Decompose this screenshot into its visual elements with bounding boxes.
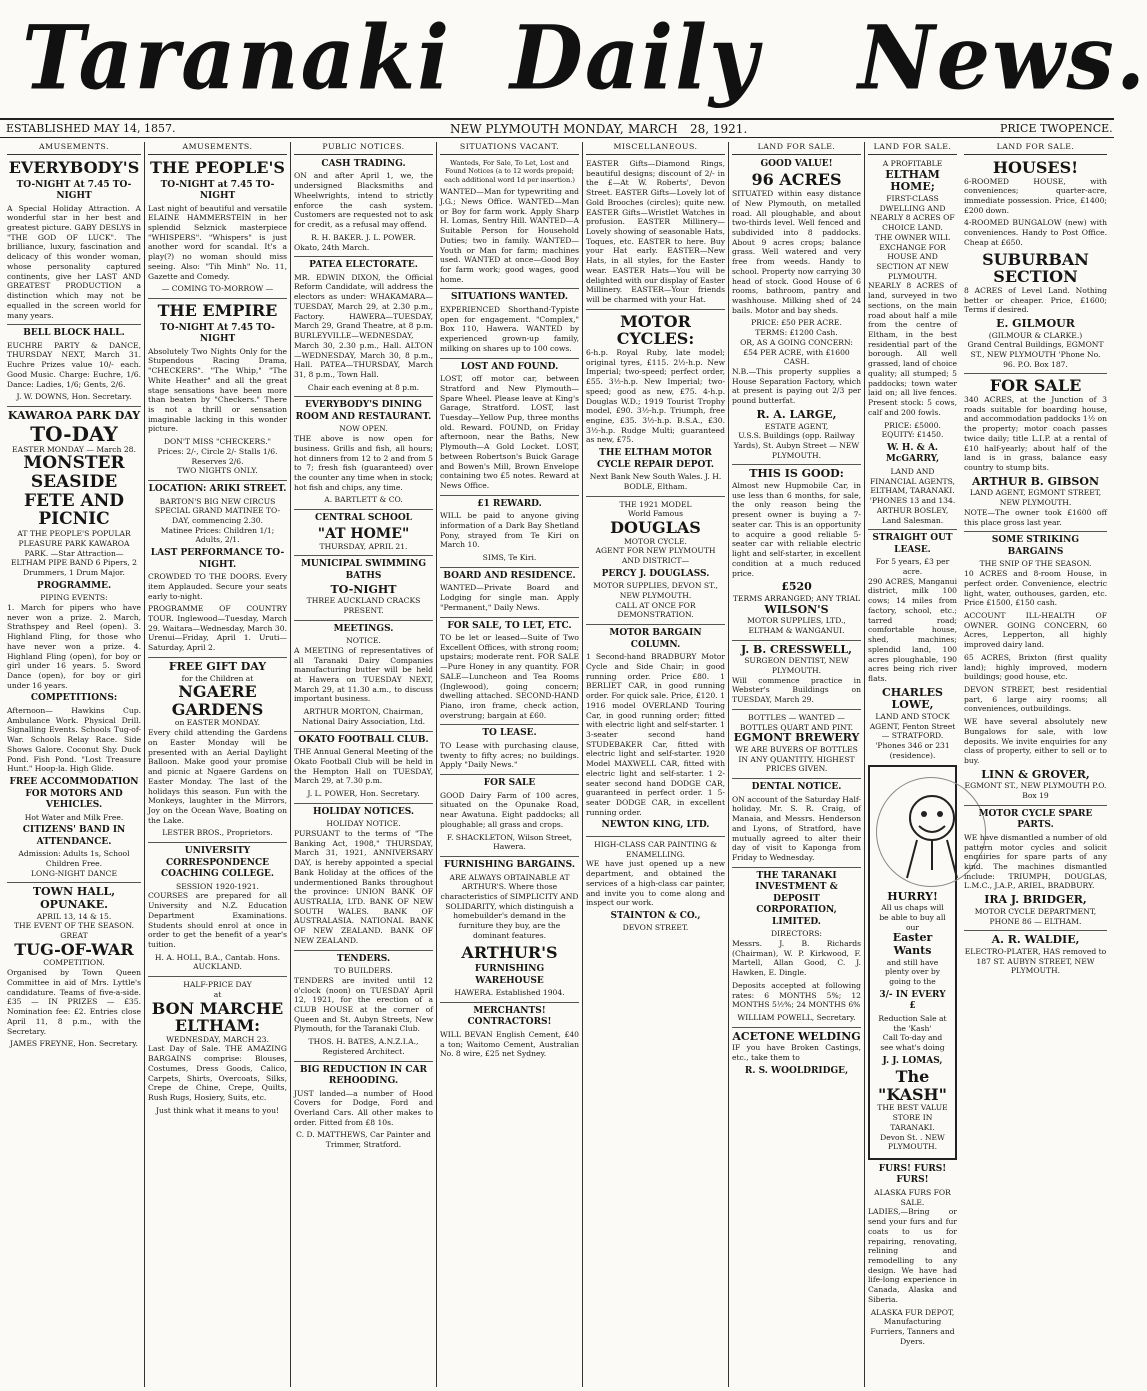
ad-body: Afternoon— Hawkins Cup. Ambulance Work. Physical Drill. Signalling Events. Schools Tug-of-War. Schools Relay Race. Side Shows Galore. Coconut Shy. Duck Pond. Fish Pond. "Lost Treasure Hunt." Hoop-la. High Glide. bbox=[7, 705, 141, 774]
ad-line: For 5 years, £3 per acre. bbox=[875, 557, 950, 577]
classified-ads: EXPERIENCED Shorthand-Typiste open for engagement. "Complex," Box 110, Hawera. WANTED by experienced grown-up family, milking on shares up to 100 cows. bbox=[440, 304, 579, 353]
ad-heading: TO-DAY bbox=[30, 421, 118, 446]
ad-line: Just think what it means to you! bbox=[155, 1105, 280, 1115]
ad-title: MOTOR CYCLE SPARE PARTS. bbox=[964, 805, 1107, 832]
ad-title: STRAIGHT OUT LEASE. bbox=[868, 529, 957, 556]
ad-heading: SUBURBAN bbox=[982, 249, 1089, 269]
ad-title: TOWN HALL, OPUNAKE. bbox=[7, 882, 141, 911]
ad-body: Every child attending the Gardens on Easter Monday will be presented with an Aerial Daylight Balloon. Make good your promise and picnic at Ngaere Gardens on Easter Monday. The last of the holidays this season. Fun with the Monkeys, laughter in the Mirrors, Joy on the Ocean Wave, Boating on the Lake. bbox=[148, 728, 287, 825]
ad-body: Last night of beautiful and versatile ELAINE HAMMERSTEIN in her splendid Selznick masterpiece "WHISPERS". "Whispers" is just another word for scandal. It's a play(?) no woman should miss seeing. Also: "Tih Minh" No. 11, Gazette and Comedy. bbox=[148, 203, 287, 281]
ad-signature: THOS. H. BATES, A.N.Z.I.A., Registered Architect. bbox=[308, 1037, 419, 1056]
ad-signature: LINN & GROVER, bbox=[981, 767, 1090, 781]
ad-date: WEDNESDAY, MARCH 23. bbox=[166, 1034, 269, 1044]
ad-title: £1 REWARD. bbox=[440, 495, 579, 511]
ad-title: MUNICIPAL SWIMMING BATHS bbox=[294, 555, 433, 582]
ad-body: 10 ACRES and 8-room House, in perfect order. Convenience, electric light, water, outhouses, garden, etc. Price £1500, £150 cash. bbox=[964, 569, 1107, 608]
ad-subheading: 3/- IN EVERY £ bbox=[879, 989, 946, 1012]
section-heading: SITUATIONS WANTED. bbox=[440, 288, 579, 304]
ad-subheading: FURNISHING WAREHOUSE bbox=[474, 964, 545, 986]
ad-line: and still have plenty over by going to the bbox=[885, 957, 940, 987]
ad-line: ARTHUR BOSLEY, Land Salesman. bbox=[876, 505, 949, 525]
ad-subtitle: EASTER MONDAY — March 28. bbox=[12, 444, 136, 454]
ad-signature: A. R. WALDIE, bbox=[964, 930, 1107, 947]
ad-line: CALL AT ONCE FOR DEMONSTRATION. bbox=[615, 600, 696, 620]
ad-line: THREE AUCKLAND CRACKS PRESENT. bbox=[306, 596, 421, 615]
ad-heading: Easter Wants bbox=[892, 931, 933, 957]
ad-body: WE have just opened up a new department, and obtained the services of a high-class car painter, and invite you to come along and inspect our work. bbox=[586, 859, 725, 908]
columns bbox=[4, 142, 1110, 1387]
ad-line: TO-NIGHT at 7.45 TO-NIGHT bbox=[160, 179, 275, 202]
ad-line: DIRECTORS: bbox=[771, 929, 822, 939]
ad-line: MOTOR CYCLE. bbox=[624, 536, 687, 546]
ad-signature: R. A. LARGE, bbox=[756, 407, 837, 421]
ad-line: LONG-NIGHT DANCE bbox=[30, 868, 118, 878]
ad-line: World Famous bbox=[627, 509, 684, 519]
ad-line: ELTHAM, TARANAKI. 'PHONES 13 and 134. bbox=[869, 486, 956, 506]
ad-subheading: LAST PERFORMANCE TO-NIGHT. bbox=[150, 548, 285, 570]
section-heading: FOR SALE, TO LET, ETC. bbox=[440, 617, 579, 633]
ad-signature: CHARLES LOWE, bbox=[882, 685, 943, 712]
ad-signature: SIMS, Te Kiri. bbox=[482, 553, 537, 563]
column-land-for-sale-1 bbox=[729, 142, 864, 1387]
column-heading: LAND FOR SALE. bbox=[868, 142, 957, 155]
ad-body: Messrs. J. B. Richards (Chairman), W. P. Kirkwood, F. Martell, Allan Good, C. J. Hawken, E. Dingle. bbox=[732, 938, 861, 978]
classified-ads: TO be let or leased—Suite of Two Excellent Offices, with strong room; upstairs; moderate rent. FOR SALE—Pure Honey in any quantity. FOR SALE—Luncheon and Tea Rooms (Inglewood), going concern; dwelling attached. SECOND-HAND Piano, iron frame, check action, overstrung; bargain at £60. bbox=[440, 633, 579, 720]
ad-body: 1 Second-hand BRADBURY Motor Cycle and Side Chair; in good running order. Price £80. 1 BERLIET CAR, in good running order. For quick sale. Price, £120. 1 1916 model OVERLAND Touring Car, in good running order; fitted with electric light and self-starter. 1 3-seater second hand STUDEBAKER Car, fitted with electric light and self-starter. 1920 Model MAXWELL CAR, fitted with electric light and self-starter. 1 2-seater second hand DODGE CAR, guaranteed in perfect order. 1 5-seater DODGE CAR, in excellent running order. bbox=[586, 652, 725, 817]
ad-line: Okato, 24th March. bbox=[294, 242, 370, 252]
ad-line: 'Phones 346 or 231 (residence). bbox=[875, 741, 950, 760]
ad-line: THE 1921 MODEL bbox=[586, 496, 725, 510]
ad-line: PRICE: £50 PER ACRE. bbox=[751, 318, 842, 328]
ad-subheading: THE ELTHAM MOTOR CYCLE REPAIR DEPOT. bbox=[596, 448, 715, 470]
ad-line: MOTOR SUPPLIES, DEVON ST., NEW PLYMOUTH. bbox=[593, 581, 718, 601]
section-heading: MOTOR BARGAIN COLUMN. bbox=[586, 624, 725, 651]
ad-heading: EGMONT BREWERY bbox=[733, 731, 860, 745]
ad-price: £520 bbox=[781, 580, 812, 594]
rates-intro: Wanteds, For Sale, To Let, Lost and Found Notices (a to 12 words prepaid; each additional word 1d per insertion.) bbox=[444, 158, 575, 184]
ad-line: THE OWNER WILL EXCHANGE FOR HOUSE AND SECTION AT NEW PLYMOUTH. bbox=[875, 232, 950, 281]
issue-day-year: 28, 1921. bbox=[690, 122, 748, 136]
ad-body: 4-ROOMED BUNGALOW (new) with conveniences. Handy to Post Office. Cheap at £650. bbox=[964, 218, 1107, 247]
column-amusements-1 bbox=[4, 142, 144, 1387]
ad-signature: JAMES FREYNE, Hon. Secretary. bbox=[10, 1039, 138, 1049]
ad-signature: J. J. LOMAS, bbox=[882, 1055, 943, 1066]
established-text: ESTABLISHED MAY 14, 1857. bbox=[6, 122, 176, 135]
ad-line: ESTATE AGENT, bbox=[764, 421, 829, 431]
ad-line: Devon St. . NEW PLYMOUTH. bbox=[880, 1132, 945, 1152]
ad-title: MOTOR CYCLES: bbox=[586, 309, 725, 348]
ad-line: AGENT FOR NEW PLYMOUTH AND DISTRICT— bbox=[595, 546, 716, 566]
classified-ads: WANTED—Man for typewriting and J.G.; News Office. WANTED—Man or Boy for farm work. Apply Sharp H. Lomas, Sentry Hill. WANTED—A Suitable Person for Household Duties; two in family. WANTED—Youth or Man for farm; machines used. WANTED at once—Good Boy for farm work; good wages, good home. bbox=[440, 187, 579, 284]
ad-title: MERCHANTS! CONTRACTORS! bbox=[440, 1002, 579, 1029]
price-text: PRICE TWOPENCE. bbox=[1000, 122, 1113, 135]
ad-subheading: PIPING EVENTS: bbox=[40, 593, 108, 603]
ad-line: Prices: 2/-, Circle 2/- Stalls 1/6. Reserves 2/6. bbox=[157, 446, 278, 466]
ad-signature: STAINTON & CO., bbox=[610, 910, 701, 921]
section-heading: TENDERS. bbox=[294, 950, 433, 966]
ad-signature: J. W. DOWNS, Hon. Secretary. bbox=[16, 392, 132, 402]
ad-body: TENDERS are invited until 12 o'clock (noon) on TUESDAY April 12, 1921, for the erection of a CLUB HOUSE at the corner of Queen and St. Aubyn Streets, New Plymouth, for the Taranaki Club. bbox=[294, 975, 433, 1034]
ad-date: APRIL 13, 14 & 15. bbox=[36, 911, 112, 921]
ad-title: GOOD VALUE! bbox=[760, 158, 833, 169]
ad-title: BELL BLOCK HALL. bbox=[7, 324, 141, 340]
ad-body: PURSUANT to the terms of "The Banking Act, 1908," THURSDAY, March 31, 1921, ANNIVERSARY DAY, is hereby appointed a special Bank Holiday at the offices of the undermentioned Banks throughout the province: UNION BANK OF AUSTRALIA, LTD. BANK OF NEW SOUTH WALES. BANK OF AUSTRALASIA. NATIONAL BANK OF NEW ZEALAND. BANK OF NEW ZEALAND. bbox=[294, 828, 433, 945]
ad-body: Almost new Hupmobile Car, in use less than 6 months, for sale, the only reason being the present owner is buying a 7-seater car. This is an opportunity to acquire a good reliable 5-seater car with reliable electric light and self-starter, in excellent condition at a much reduced price. bbox=[732, 481, 861, 578]
ad-line: TWO NIGHTS ONLY. bbox=[177, 466, 258, 476]
ad-body: IF you have Broken Castings, etc., take them to bbox=[732, 1043, 861, 1063]
ad-title: DENTAL NOTICE. bbox=[732, 778, 861, 794]
ad-body: GOOD Dairy Farm of 100 acres, situated on the Opunake Road, near Awatuna. Eight paddocks; all ploughable; all grass and crops. bbox=[440, 790, 579, 829]
ad-title: LOCATION: ARIKI STREET. bbox=[148, 480, 287, 496]
ad-title: EVERYBODY'S bbox=[8, 157, 140, 177]
column-miscellaneous bbox=[583, 142, 728, 1387]
ad-line: U.S.S. Buildings (opp. Railway Yards), St. Aubyn Street — NEW PLYMOUTH. bbox=[733, 431, 860, 460]
ad-title: THE EMPIRE bbox=[148, 298, 287, 320]
ad-line: Matinee Prices: Children 1/1; Adults, 2/1. bbox=[160, 525, 275, 545]
ad-body: 8 ACRES of Level Land. Nothing better or cheaper. Price, £1600; Terms if desired. bbox=[964, 285, 1107, 315]
ad-line: TO-NIGHT At 7.45 TO-NIGHT bbox=[160, 322, 275, 345]
ad-line: MOTOR CYCLE DEPARTMENT, PHONE 86 — ELTHAM. bbox=[974, 906, 1097, 926]
ad-body: THE above is now open for business. Grills and fish, all hours; hot dinners from 12 to 2 and from 5 to 7; fresh fish (guaranteed) over the counter any time when in stock; hot fish and chips, any time. bbox=[294, 434, 433, 492]
title-word-daily: Daily bbox=[510, 5, 760, 110]
ad-line: OR, AS A GOING CONCERN: bbox=[740, 337, 853, 347]
ad-subheading: PERCY J. DOUGLASS. bbox=[601, 568, 710, 579]
ad-line: TERMS: £1200 Cash. bbox=[755, 328, 838, 338]
ad-body: NEARLY 8 ACRES of land, surveyed in two sections, on the main road about half a mile from the centre of Eltham, in the best residential part of the borough. All well grassed, land of choice quality; all stumped; 5 paddocks; town water laid on; all live fences. Present stock: 5 cows, calf and 200 fowls. bbox=[868, 281, 957, 417]
ad-title: KAWAROA PARK DAY bbox=[7, 406, 141, 423]
ad-body: 6-ROOMED HOUSE, with conveniences; quarter-acre, immediate possession. Price, £1400; £200 down. bbox=[964, 176, 1107, 215]
ad-body: SITUATED within easy distance of New Plymouth, on metalled road. All ploughable, and about two-thirds level. Well fenced and subdivided into 8 paddocks. About 9 acres crops; balance grass. Well watered and very free from weeds. Handy to school. Property now carrying 30 head of stock. Good House of 6 rooms, bathroom, pantry and washhouse. Milking shed of 24 bails. Motor and bay sheds. bbox=[732, 189, 861, 315]
ad-body: Organised by Town Queen Committee in aid of Mrs. Lyttle's candidature. Teams of five-a-side. £35 — IN PRIZES — £35. Nomination fee: £2. Entries close April 11, 8 p.m., with the Secretary. bbox=[7, 968, 141, 1036]
ad-line: FIRST-CLASS DWELLING AND NEARLY 8 ACRES OF CHOICE LAND. bbox=[870, 193, 955, 233]
ad-body: Deposits accepted at following rates: 6 MONTHS 5%; 12 MONTHS 5½%; 24 MONTHS 6% bbox=[732, 980, 861, 1010]
ad-signature: WILLIAM POWELL, Secretary. bbox=[737, 1013, 856, 1023]
masthead bbox=[0, 0, 1147, 118]
ad-title: THE TARANAKI INVESTMENT & DEPOSIT CORPORATION, LIMITED. bbox=[732, 867, 861, 929]
ad-signature: R. S. WOOLDRIDGE, bbox=[744, 1065, 849, 1076]
ad-line: MOTOR SUPPLIES, LTD., ELTHAM & WANGANUI. bbox=[747, 616, 846, 635]
ad-body: DEVON STREET, best residential part, 6 large airy rooms; all conveniences, outbuildings. bbox=[964, 684, 1107, 714]
ad-date: THURSDAY, APRIL 21. bbox=[319, 541, 408, 551]
ad-line: TERMS ARRANGED; ANY TRIAL bbox=[732, 593, 861, 603]
ad-body: WE ARE BUYERS OF BOTTLES IN ANY QUANTITY. HIGHEST PRICES GIVEN. bbox=[735, 744, 858, 774]
title-word-news: News. bbox=[858, 5, 1147, 110]
column-heading: SITUATIONS VACANT. bbox=[440, 142, 579, 155]
ad-line: LAND AGENT, EGMONT STREET, NEW PLYMOUTH. bbox=[969, 488, 1102, 508]
ad-line: LAND AND STOCK AGENT, Fenton Street — STRATFORD. bbox=[869, 711, 956, 741]
ad-title: UNIVERSITY CORRESPONDENCE COACHING COLLEGE. bbox=[148, 842, 287, 881]
issue-month: MARCH bbox=[628, 122, 678, 136]
ad-heading: ARTHUR'S bbox=[461, 942, 558, 962]
ad-signature: LESTER BROS., Proprietors. bbox=[162, 828, 273, 838]
ad-body: LADIES,—Bring or send your furs and fur coats to us for repairing, renovating, relining and remodelling to any design. We have had life-long experience in Canada, Alaska and Siberia. bbox=[868, 1207, 957, 1304]
column-heading: AMUSEMENTS. bbox=[7, 142, 141, 155]
ad-body: Absolutely Two Nights Only for the Stupendous Racing Drama, "CHECKERS". "The Whip," "The White Heather" and all the great stage sensations have been more than beaten by "Checkers." There is not a thrill or sensation imaginable lacking in this wonder picture. bbox=[148, 346, 287, 434]
column-heading: AMUSEMENTS. bbox=[148, 142, 287, 155]
ad-signature: C. D. MATTHEWS, Car Painter and Trimmer, Stratford. bbox=[296, 1130, 431, 1150]
ad-signature: W. H. & A. McGARRY, bbox=[885, 442, 940, 465]
column-heading: LAND FOR SALE. bbox=[732, 142, 861, 155]
ad-line: Admission: Adults 1s, School Children Free. bbox=[18, 849, 130, 869]
ad-title: FURNISHING BARGAINS. bbox=[440, 856, 579, 872]
ad-heading: MONSTER SEASIDE bbox=[23, 453, 125, 493]
classified-ads: WANTED—Private Board and Lodging for single man. Apply "Permanent," Daily News. bbox=[440, 583, 579, 612]
ad-line: SESSION 1920-1921. bbox=[176, 881, 259, 891]
ad-body: ON and after April 1, we, the undersigned Blacksmiths and Wheelwrights, intend to strictly enforce the cash system. Customers are requested not to ask for credit, as a refusal may offend. bbox=[294, 171, 433, 230]
ad-signature: ARTHUR MORTON, Chairman, National Dairy Association, Ltd. bbox=[301, 707, 426, 726]
ad-body: WILL be paid to anyone giving information of a Dark Bay Shetland Pony, strayed from Te Kiri on March 10. bbox=[440, 511, 579, 550]
ad-signature: F. SHACKLETON, Wilson Street, Hawera. bbox=[446, 832, 573, 852]
ad-heading: 96 ACRES bbox=[751, 170, 842, 190]
ad-line: ELECTRO-PLATER, HAS removed to 187 ST. AUBYN STREET, NEW PLYMOUTH. bbox=[964, 946, 1107, 976]
ad-body: WE have several absolutely new Bungalows for sale, with low deposits. We invite enquiries for any class of property, either to sell or to buy. bbox=[964, 717, 1107, 765]
ad-heading: HOUSES! bbox=[992, 157, 1079, 177]
column-land-for-sale-3 bbox=[961, 142, 1110, 1387]
ad-heading: TUG-OF-WAR bbox=[14, 939, 134, 959]
ad-line: NOW OPEN. bbox=[339, 424, 388, 434]
section-heading: LOST AND FOUND. bbox=[440, 358, 579, 374]
column-situations-vacant bbox=[437, 142, 582, 1387]
classified-ads: EASTER Gifts—Diamond Rings, beautiful designs; discount of 2/- in the £—At W. Roberts', Devon Street. EASTER Gifts—Lovely lot of Gold Brooches (circles); quite new. EASTER Gifts—Wristlet Watches in profusion. EASTER Millinery—Lovely showing of seasonable Hats, Toques, etc. EASTER to here. Buy your Hat early. EASTER—New Hats, in all styles, for the Easter wear. EASTER Hats—You will be delighted with our display of Easter Millinery. EASTER—Your friends will be charmed with your Hat. bbox=[586, 158, 725, 305]
ad-title: BIG REDUCTION IN CAR REHOODING. bbox=[294, 1061, 433, 1088]
ad-heading: "AT HOME" bbox=[317, 525, 410, 542]
ad-heading: FETE AND PICNIC bbox=[23, 490, 125, 530]
column-heading: LAND FOR SALE. bbox=[964, 142, 1107, 155]
ad-line: Call To-day and see what's doing bbox=[880, 1033, 945, 1052]
ad-heading: TO-NIGHT bbox=[330, 582, 397, 596]
ad-signature: E. GILMOUR bbox=[996, 316, 1075, 330]
ad-line: BOTTLES — WANTED — BOTTLES QUART AND PINT. bbox=[732, 709, 861, 732]
ad-signature: R. H. BAKER. J. L. POWER. bbox=[311, 232, 416, 242]
ad-line: TO BUILDERS. bbox=[334, 966, 393, 976]
column-amusements-2 bbox=[145, 142, 290, 1387]
ad-line: Hot Water and Milk Free. bbox=[24, 812, 124, 822]
column-heading: MISCELLANEOUS. bbox=[586, 142, 725, 155]
ad-heading: The "KASH" bbox=[877, 1067, 947, 1104]
ad-body: COURSES are prepared for all University and N.Z. Education Department Examinations. Students should enrol at once in order to get the benefit of a year's tuition. bbox=[148, 891, 287, 949]
ad-title: CASH TRADING. bbox=[321, 158, 406, 169]
ad-line: at bbox=[213, 989, 222, 999]
place-date: NEW PLYMOUTH MONDAY, bbox=[450, 122, 624, 136]
ad-signature: NEWTON KING, LTD. bbox=[601, 820, 710, 831]
ad-body: WILL BEVAN English Cement, £40 a ton; Waitomo Cement, Australian No. 8 wire, £25 net Sydney. bbox=[440, 1029, 579, 1059]
section-heading: HOLIDAY NOTICES. bbox=[294, 803, 433, 819]
ad-line: DEVON STREET. bbox=[622, 923, 689, 933]
section-heading: MEETINGS. bbox=[294, 620, 433, 636]
ad-body: PROGRAMME OF COUNTRY TOUR. Inglewood—Tuesday, March 29. Waitara—Wednesday, March 30. Urenui—Friday, April 1. Uruti—Saturday, April 2. bbox=[148, 604, 287, 653]
ad-body: Will commence practice in Webster's Buildings on TUESDAY, March 29. bbox=[732, 675, 861, 705]
ad-body: A Special Holiday Attraction. A wonderful star in her best and greatest picture. GABY DESLYS in "THE GOD OF LUCK". The brilliance, luxury, fascination and delicacy of this wonder woman, whose personality captured continents, give her LAST AND GREATEST PRODUCTION a distinction which may not be equalled in the screen world for many years. bbox=[7, 203, 141, 320]
ad-line: HAWERA. Established 1904. bbox=[454, 988, 565, 998]
classified-ads: LOST, off motor car, between Stratford and New Plymouth—Spare Wheel. Please leave at King's Garage, Stratford. LOST, last Tuesday—Yellow Pup, three months old. Reward. FOUND, on Friday afternoon, near the Baths, New Plymouth—A Gold Locket. LOST, between Robertson's Buick Garage and Bowen's Mill, Brown Envelope containing two £5 notes. Reward at News Office. bbox=[440, 374, 579, 490]
section-heading: BOARD AND RESIDENCE. bbox=[440, 567, 579, 583]
ad-body: CROWDED TO THE DOORS. Every item Applauded. Secure your seats early to-night. bbox=[148, 572, 287, 601]
ad-line: for the Children at bbox=[181, 673, 254, 683]
ad-title: FREE GIFT DAY bbox=[148, 657, 287, 674]
ad-body: NOTE—The owner took £1600 off this place gross last year. bbox=[964, 507, 1107, 527]
ad-body: TO Lease with purchasing clause, twenty to fifty acres; no buildings. Apply "Daily News." bbox=[440, 741, 579, 770]
ad-body: EUCHRE PARTY & DANCE, THURSDAY NEXT, March 31. Euchre Prizes value 10/- each. Good Music. Charge: Euchre, 1/6. Dance: Ladies, 1/6; Gents, 2/6. bbox=[7, 340, 141, 389]
title-word-taranaki: Taranaki bbox=[22, 5, 452, 110]
ad-title: FURS! FURS! FURS! bbox=[878, 1163, 947, 1186]
ad-signature: H. A. HOLL, B.A., Cantab. Hons. AUCKLAND. bbox=[154, 952, 281, 972]
ad-signature: ALASKA FUR DEPOT, Manufacturing Furriers, Tanners and Dyers. bbox=[870, 1307, 955, 1346]
ad-body: 6-h.p. Royal Ruby, late model; original tyres, £115. 2½-h.p. New Imperial; two-speed; perfect order, £55. 3½-h.p. New Imperial; two-speed; good as new, £75. 4-h.p. Douglas W.D.; 1919 Tourist Trophy model, £90. 3½-h.p. Triumph, free engine, £35. 3½-h.p. B.S.A., £30. 3½-h.p. Rudge Multi; guaranteed as new, £75. bbox=[586, 347, 725, 445]
ad-body: MR. EDWIN DIXON, the Official Reform Candidate, will address the electors as under: WHAKAMARA—TUESDAY, March 29, at 2.30 p.m., Factory. HAWERA—TUESDAY, March 29, Grand Theatre, at 8 p.m. BURLEYVILLE—WEDNESDAY, March 30, 2.30 p.m., Hall. ALTON—WEDNESDAY, March 30, 8 p.m., Hall. PATEA—THURSDAY, March 31, 8 p.m., Town Hall. bbox=[294, 272, 433, 379]
ad-subheading: PROGRAMME. bbox=[36, 580, 112, 591]
ad-body: ARE ALWAYS OBTAINABLE AT ARTHUR'S. Where those characteristics of SIMPLICITY AND SOLIDARITY, which distinguish a homebuilder's demand in the furniture they buy, are the dominant features. bbox=[440, 872, 579, 940]
ad-subheading: CITIZENS' BAND IN ATTENDANCE. bbox=[22, 825, 126, 847]
ad-heading: BON MARCHE ELTHAM: bbox=[151, 998, 284, 1036]
ad-line: on EASTER MONDAY. bbox=[174, 718, 261, 728]
ad-line: LAND AND FINANCIAL AGENTS, bbox=[870, 466, 955, 486]
ad-body: 1. March for pipers who have never won a prize. 2. March, Strathspey and Reel (open). 3. Highland Fling, for those who have never won a prize. 4. Highland Fling (open), for boy or girl under 16 years. 5. Sword Dance (open), for boy or girl under 16 years. bbox=[7, 602, 141, 690]
ad-body: N.B.—This property supplies a House Separation Factory, which at present is paying out 2/3 per pound butterfat. bbox=[732, 367, 861, 406]
ad-line: Next Bank New South Wales. J. H. BODLE, Eltham. bbox=[589, 472, 722, 491]
ad-line: ALASKA FURS FOR SALE. bbox=[874, 1188, 951, 1207]
ad-body: 290 ACRES, Manganui district, milk 100 cows; 14 miles from factory, school, etc.; tarred road; comfortable house, shed, machines; splendid land, 100 acres ploughable, 190 acres being rich river flats. bbox=[868, 576, 957, 683]
ad-line: Reduction Sale at the 'Kash' bbox=[878, 1013, 947, 1033]
ad-line: (GILMOUR & CLARKE.) bbox=[988, 330, 1083, 340]
ad-body: A MEETING of representatives of all Taranaki Dairy Companies manufacturing butter will be held at Hawera on TUESDAY NEXT, March 29, at 11.30 a.m., to discuss important business. bbox=[294, 645, 433, 704]
ad-heading: SECTION bbox=[993, 267, 1078, 287]
ad-line: All us chaps will be able to buy all our bbox=[879, 903, 946, 932]
ad-line: — COMING TO-MORROW — bbox=[161, 284, 274, 294]
ad-body: 65 ACRES, Brixton (first quality land); highly improved, modern buildings; good house, etc. bbox=[964, 652, 1107, 682]
ad-signature: J. L. POWER, Hon. Secretary. bbox=[307, 788, 420, 798]
ad-heading: DOUGLAS bbox=[610, 518, 701, 538]
ad-line: DON'T MISS "CHECKERS." bbox=[163, 437, 272, 447]
ad-title: THIS IS GOOD: bbox=[732, 464, 861, 481]
ad-line: Grand Central Buildings, EGMONT ST., NEW PLYMOUTH 'Phone No. 96. P.O. Box 187. bbox=[967, 340, 1104, 369]
ad-body: JUST landed—a number of Hood Covers for Dodge, Ford and Overland Cars. All other makes to order. Fitted from £8 10s. bbox=[294, 1088, 433, 1127]
ad-title: HIGH-CLASS CAR PAINTING & ENAMELLING. bbox=[586, 836, 725, 859]
ad-title: THE PEOPLE'S bbox=[150, 157, 285, 177]
ad-signature: A. BARTLETT & CO. bbox=[324, 495, 403, 505]
ad-body: ON account of the Saturday Half-holiday, Mr. S. R. Craig, of Manaia, and Messrs. Henderson and Lyons, of Stratford, have mutually agreed to alter their day of visit to Kaponga from Friday to Wednesday. bbox=[732, 794, 861, 862]
ad-line: TO-NIGHT At 7.45 TO-NIGHT bbox=[16, 179, 132, 202]
column-heading: PUBLIC NOTICES. bbox=[294, 142, 433, 155]
ad-line: THE BEST VALUE STORE IN TARANAKI. bbox=[877, 1103, 948, 1132]
ad-title: J. B. CRESSWELL, bbox=[732, 640, 861, 657]
ad-line: HOLIDAY NOTICE. bbox=[326, 819, 401, 829]
ad-title: ACETONE WELDING bbox=[732, 1027, 861, 1044]
ad-line: BARTON'S BIG NEW CIRCUS bbox=[159, 496, 276, 506]
ad-body: AT THE PEOPLE'S POPULAR PLEASURE PARK KAWAROA PARK. —Star Attraction— ELTHAM PIPE BAND 6 Pipers, 2 Drummers, 1 Drum Major. bbox=[10, 529, 138, 578]
ad-line: THE SNIP OF THE SEASON. bbox=[979, 559, 1092, 569]
ad-line: Chair each evening at 8 p.m. bbox=[307, 382, 420, 392]
ad-body: WE have dismantled a number of old pattern motor cycles and solicit enquiries for spare parts of any kind. The machines dismantled include: TRIUMPH, DOUGLAS, L.M.C., J.A.P., ARIEL, BRADBURY. bbox=[964, 832, 1107, 891]
ad-line: EGMONT ST., NEW PLYMOUTH P.O. Box 19 bbox=[964, 781, 1107, 801]
ad-subheading: COMPETITIONS: bbox=[30, 693, 118, 704]
ad-title: PATEA ELECTORATE. bbox=[294, 256, 433, 272]
section-heading: FOR SALE bbox=[440, 774, 579, 790]
ad-line: A PROFITABLE bbox=[882, 158, 943, 168]
dateline bbox=[0, 118, 1114, 138]
ad-signature: IRA J. BRIDGER, bbox=[984, 893, 1087, 907]
ad-title: CENTRAL SCHOOL bbox=[294, 509, 433, 525]
ad-line: NOTICE. bbox=[346, 636, 381, 646]
ad-line: SPECIAL GRAND MATINEE TO-DAY, commencing 2.30. bbox=[154, 506, 281, 525]
ad-line: HALF-PRICE DAY bbox=[148, 976, 287, 990]
ad-title: FOR SALE bbox=[964, 373, 1107, 395]
ad-title: SOME STRIKING BARGAINS bbox=[964, 531, 1107, 558]
ad-body: ACCOUNT ILL-HEALTH OF OWNER. GOING CONCERN, 60 Acres, Lepperton, all highly improved dairy land. bbox=[964, 610, 1107, 650]
section-heading: TO LEASE. bbox=[440, 724, 579, 740]
ad-heading: HURRY! bbox=[887, 889, 938, 903]
column-public-notices bbox=[291, 142, 436, 1387]
ad-line: £54 PER ACRE, with £1600 CASH. bbox=[743, 347, 850, 367]
ad-title: EVERYBODY'S DINING ROOM AND RESTAURANT. bbox=[294, 396, 433, 423]
ad-heading: ELTHAM HOME; bbox=[885, 167, 940, 194]
kash-advertisement bbox=[868, 765, 957, 1160]
ad-title: OKATO FOOTBALL CLUB. bbox=[294, 731, 433, 747]
ad-price: PRICE: £5000. EQUITY: £1450. bbox=[881, 420, 944, 440]
ad-signature: ARTHUR B. GIBSON bbox=[972, 474, 1099, 488]
ad-line: SURGEON DENTIST, NEW PLYMOUTH. bbox=[744, 656, 849, 676]
ad-body: Last Day of Sale. THE AMAZING BARGAINS comprise: Blouses, Costumes, Dress Goods, Calico, Carpets, Shirts, Overcoats, Silks, Crepe de Chine, Crepe, Quilts, Rush Rugs, Hosiery, Suits, etc. bbox=[148, 1044, 287, 1103]
ad-subheading: FREE ACCOMMODATION FOR MOTORS AND VEHICLES. bbox=[9, 777, 139, 811]
ad-body: THE Annual General Meeting of the Okato Football Club will be held in the Hempton Hall on TUESDAY, March 29, at 7.30 p.m. bbox=[294, 747, 433, 786]
ad-line: COMPETITION. bbox=[43, 958, 105, 968]
ad-heading: NGAERE GARDENS bbox=[171, 682, 264, 719]
ad-body: 340 ACRES, at the Junction of 3 roads suitable for boarding house, and accommodation paddocks 1½ on the property; motor coach passes twice daily; title L.I.P. at a rental of £10 half-yearly; about half of the land is in grass, balance easy country to stump bits. bbox=[964, 395, 1107, 473]
ad-signature: WILSON'S bbox=[764, 602, 829, 616]
ad-line: THE EVENT OF THE SEASON. GREAT bbox=[13, 921, 135, 941]
column-land-for-sale-2 bbox=[865, 142, 960, 1387]
